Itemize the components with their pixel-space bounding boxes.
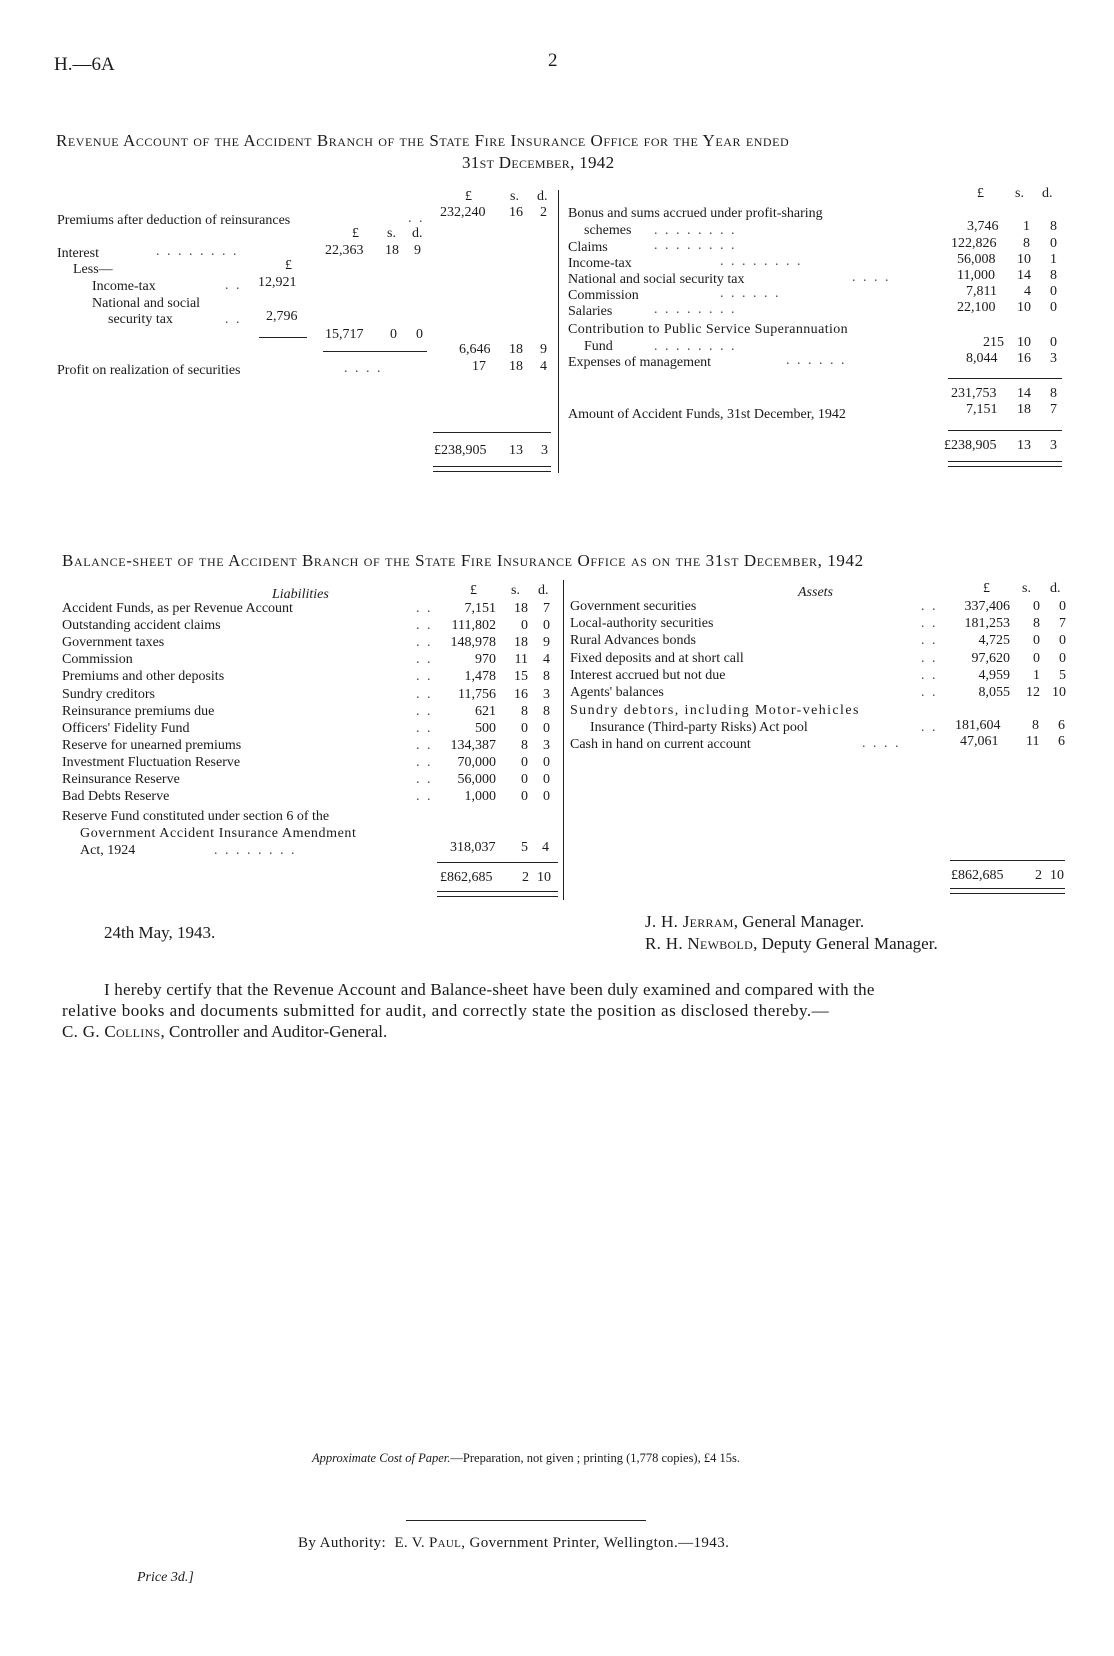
liability-row-pence: 0 — [543, 789, 550, 805]
less-total-pence: 0 — [416, 327, 423, 342]
sundry-label-2: Insurance (Third-party Risks) Act pool — [590, 720, 808, 735]
liability-row-pounds: 11,756 — [458, 686, 496, 702]
liability-row-pounds: 621 — [475, 703, 496, 719]
asset-row-label: Agents' balances — [570, 685, 664, 700]
income-tax-expense-shillings: 10 — [1017, 252, 1031, 267]
asset-row-dots: . . — [921, 599, 938, 614]
premiums-shillings: 16 — [509, 205, 523, 220]
income-tax-dots: . . — [225, 278, 242, 293]
liability-row-dots: . . — [416, 737, 433, 753]
contribution-label: Contribution to Public Service Superannuation — [568, 322, 849, 337]
liability-row-dots: . . — [416, 772, 433, 787]
commission-expense-dots: . . . . . . — [720, 286, 781, 301]
contribution-label-2: Fund — [584, 339, 613, 354]
liability-row-pounds: 56,000 — [457, 772, 496, 787]
currency-head-pound: £ — [465, 189, 472, 204]
liabilities-head: Liabilities — [272, 587, 329, 602]
asset-row-shillings: 0 — [1033, 599, 1040, 614]
liability-row-dots: . . — [416, 635, 433, 651]
liability-row-label: Reinsurance premiums due — [62, 703, 215, 719]
liability-row-label: Investment Fluctuation Reserve — [62, 754, 241, 770]
nat-social-expense-label: National and social security tax — [568, 272, 745, 287]
salaries-dots: . . . . . . . . — [654, 302, 737, 317]
asset-row-pence: 0 — [1059, 650, 1066, 666]
sub-head-pound: £ — [352, 226, 359, 241]
assets-head-pound: £ — [983, 581, 990, 596]
certification-line-2: relative books and documents submitted for audit, and correctly state the position as disclosed thereby.— — [62, 1001, 830, 1020]
income-tax-value: 12,921 — [258, 275, 297, 290]
premiums-pence: 2 — [540, 205, 547, 220]
net-interest-pounds: 6,646 — [459, 342, 491, 357]
asset-row-label: Interest accrued but not due — [570, 667, 726, 683]
cost-text: —Preparation, not given ; printing (1,778 copies), £4 15s. — [450, 1451, 740, 1465]
liability-row-pence: 3 — [543, 737, 550, 753]
liabilities-head-shilling: s. — [511, 583, 520, 598]
bonus-pence: 8 — [1050, 219, 1057, 234]
asset-row-pounds: 97,620 — [971, 650, 1010, 666]
interest-pence: 9 — [414, 243, 421, 258]
premiums-dots: . . — [408, 211, 425, 226]
income-tax-label: Income-tax — [92, 279, 156, 294]
authority-line — [298, 1535, 729, 1552]
balance-title: Balance-sheet of the Accident Branch of the State Fire Insurance Office as on the 31st December, 1942 — [62, 551, 864, 570]
asset-row — [0, 651, 1114, 667]
expenses-pounds: 8,044 — [966, 351, 998, 366]
signature-1-name: J. H. Jerram — [645, 912, 734, 931]
liabilities-total-pounds: £862,685 — [440, 870, 493, 885]
cost-note — [312, 1451, 740, 1466]
income-tax-expense-dots: . . . . . . . . — [720, 254, 803, 269]
net-interest-pence: 9 — [540, 342, 547, 357]
asset-row-pounds: 4,725 — [978, 633, 1010, 649]
interest-dots: . . . . . . . . — [156, 244, 239, 259]
auditor-role: , Controller and Auditor-General. — [160, 1022, 388, 1041]
authority-rule — [406, 1520, 646, 1521]
asset-row-pounds: 4,959 — [978, 667, 1010, 683]
claims-shillings: 8 — [1023, 236, 1030, 251]
liability-row-pence: 0 — [543, 772, 550, 787]
liability-row-shillings: 18 — [514, 635, 528, 651]
liability-row-pounds: 111,802 — [451, 618, 496, 634]
asset-row — [0, 599, 1114, 615]
expenses-label: Expenses of management — [568, 355, 712, 370]
asset-row-shillings: 12 — [1026, 685, 1040, 700]
liability-row-shillings: 11 — [514, 652, 528, 668]
auditor-name: C. G. Collins — [62, 1022, 161, 1041]
signature-1 — [645, 912, 864, 932]
printer-name: E. V. Paul — [394, 1535, 462, 1551]
liability-row-shillings: 15 — [514, 669, 528, 685]
liability-row-pence: 0 — [543, 720, 550, 736]
reserve-fund-label-3: Act, 1924 — [80, 843, 136, 858]
liability-row-shillings: 16 — [514, 686, 528, 702]
page-reference: H.—6A — [54, 54, 115, 75]
liability-row-dots: . . — [416, 601, 433, 616]
sub-head-pence: d. — [412, 226, 423, 241]
right-head-pence: d. — [1042, 186, 1053, 201]
sundry-pounds: 181,604 — [955, 718, 1001, 733]
liability-row-pounds: 970 — [475, 652, 496, 668]
claims-dots: . . . . . . . . — [654, 238, 737, 253]
cash-shillings: 11 — [1026, 734, 1040, 749]
right-total-pence: 3 — [1050, 438, 1057, 453]
liability-row-label: Government taxes — [62, 635, 165, 651]
cash-pounds: 47,061 — [960, 734, 999, 749]
bonus-label: Bonus and sums accrued under profit-sharing — [568, 206, 823, 221]
liability-row-pence: 4 — [543, 652, 550, 668]
liability-row-label: Outstanding accident claims — [62, 618, 221, 634]
profit-pounds: 17 — [472, 359, 486, 374]
liability-row-pence: 0 — [543, 754, 550, 770]
printer-rest: , Government Printer, Wellington.—1943. — [461, 1535, 730, 1551]
signature-1-role: , General Manager. — [733, 912, 865, 931]
assets-head-shilling: s. — [1022, 581, 1031, 596]
asset-row — [0, 616, 1114, 632]
asset-row-shillings: 0 — [1033, 633, 1040, 649]
cash-dots: . . . . — [862, 736, 901, 751]
assets-total-double-rule — [950, 888, 1065, 894]
funds-pence: 7 — [1050, 402, 1057, 417]
asset-row-label: Rural Advances bonds — [570, 633, 696, 649]
liability-row-label: Officers' Fidelity Fund — [62, 720, 190, 736]
nat-social-expense-dots: . . . . — [852, 270, 891, 285]
liabilities-total-shillings: 2 — [522, 870, 529, 885]
asset-row-label: Government securities — [570, 599, 697, 614]
asset-row-pence: 7 — [1059, 616, 1066, 632]
nat-social-expense-shillings: 14 — [1017, 268, 1031, 283]
funds-shillings: 18 — [1017, 402, 1031, 417]
reserve-fund-shillings: 5 — [521, 840, 528, 855]
asset-row-pence: 0 — [1059, 633, 1066, 649]
nat-social-value: 2,796 — [266, 309, 298, 324]
liability-row-pence: 8 — [543, 703, 550, 719]
premiums-pounds: 232,240 — [440, 205, 486, 220]
liability-row-shillings: 0 — [521, 618, 528, 634]
interest-shillings: 18 — [385, 243, 399, 258]
assets-head: Assets — [798, 585, 833, 600]
less-total-pounds: 15,717 — [325, 327, 364, 342]
asset-row-label: Fixed deposits and at short call — [570, 650, 744, 666]
asset-row-pounds: 337,406 — [964, 599, 1010, 614]
asset-row-pence: 10 — [1052, 685, 1066, 700]
liability-row-shillings: 0 — [521, 754, 528, 770]
contribution-shillings: 10 — [1017, 335, 1031, 350]
authority-prefix: By Authority: — [298, 1535, 387, 1551]
asset-row-pounds: 8,055 — [978, 685, 1010, 700]
asset-row-pence: 0 — [1059, 599, 1066, 614]
signoff-date: 24th May, 1943. — [104, 923, 216, 942]
liability-row-shillings: 0 — [521, 789, 528, 805]
assets-head-pence: d. — [1050, 581, 1061, 596]
less-label: Less— — [73, 262, 113, 277]
sub-head-shilling: s. — [387, 226, 396, 241]
contribution-pounds: 215 — [983, 335, 1004, 350]
asset-row-shillings: 8 — [1033, 616, 1040, 632]
liability-row-shillings: 18 — [514, 601, 528, 616]
assets-total-pounds: £862,685 — [951, 868, 1004, 883]
asset-row — [0, 668, 1114, 684]
liability-row-pence: 3 — [543, 686, 550, 702]
currency-head-pence: d. — [537, 189, 548, 204]
liabilities-head-pound: £ — [470, 583, 477, 598]
claims-label: Claims — [568, 240, 608, 255]
claims-pence: 0 — [1050, 236, 1057, 251]
nat-social-label-2: security tax — [108, 312, 173, 327]
claims-pounds: 122,826 — [951, 236, 997, 251]
revenue-left-total-pence: 3 — [541, 443, 548, 458]
sundry-label-1: Sundry debtors, including Motor-vehicles — [570, 703, 860, 718]
cash-pence: 6 — [1058, 734, 1065, 749]
income-tax-expense-pence: 1 — [1050, 252, 1057, 267]
liability-row-dots: . . — [416, 703, 433, 719]
salaries-pounds: 22,100 — [957, 300, 996, 315]
liability-row-label: Commission — [62, 652, 133, 668]
assets-total-pence: 10 — [1050, 868, 1064, 883]
liability-row-pence: 0 — [543, 618, 550, 634]
liability-row-shillings: 0 — [521, 720, 528, 736]
asset-row-dots: . . — [921, 633, 938, 649]
bonus-dots: . . . . . . . . — [654, 223, 737, 238]
certification-signature — [62, 1022, 387, 1042]
asset-row-label: Local-authority securities — [570, 616, 714, 632]
liability-row-pounds: 7,151 — [464, 601, 496, 616]
right-head-pound: £ — [977, 186, 984, 201]
liability-row-dots: . . — [416, 720, 433, 736]
nat-social-label-1: National and social — [92, 296, 201, 311]
page-number: 2 — [548, 50, 558, 71]
liability-row-dots: . . — [416, 618, 433, 634]
liability-row-label: Reserve for unearned premiums — [62, 737, 242, 753]
liabilities-total-pence: 10 — [537, 870, 551, 885]
asset-row — [0, 633, 1114, 649]
asset-row — [0, 685, 1114, 701]
less-pound-head: £ — [285, 258, 292, 273]
profit-dots: . . . . — [344, 361, 383, 376]
asset-row-dots: . . — [921, 667, 938, 683]
bonus-shillings: 1 — [1023, 219, 1030, 234]
liability-row-label: Reinsurance Reserve — [62, 772, 180, 787]
interest-pounds: 22,363 — [325, 243, 364, 258]
liability-row-pounds: 500 — [475, 720, 496, 736]
sundry-shillings: 8 — [1032, 718, 1039, 733]
liability-row-dots: . . — [416, 789, 433, 805]
revenue-title-line2: 31st December, 1942 — [462, 153, 615, 172]
liability-row-label: Premiums and other deposits — [62, 669, 225, 685]
liability-row-dots: . . — [416, 686, 433, 702]
liability-row-shillings: 8 — [521, 703, 528, 719]
asset-row-pence: 5 — [1059, 667, 1066, 683]
profit-label: Profit on realization of securities — [57, 363, 241, 378]
revenue-left-total-shillings: 13 — [509, 443, 523, 458]
income-tax-expense-pounds: 56,008 — [957, 252, 996, 267]
salaries-shillings: 10 — [1017, 300, 1031, 315]
asset-row-shillings: 1 — [1033, 667, 1040, 683]
less-total-shillings: 0 — [390, 327, 397, 342]
salaries-label: Salaries — [568, 304, 613, 319]
liability-row-pence: 8 — [543, 669, 550, 685]
net-interest-shillings: 18 — [509, 342, 523, 357]
asset-row-shillings: 0 — [1033, 650, 1040, 666]
price-note: Price 3d.] — [137, 1570, 194, 1585]
funds-pounds: 7,151 — [966, 402, 998, 417]
sundry-pence: 6 — [1058, 718, 1065, 733]
reserve-fund-label-1: Reserve Fund constituted under section 6 of the — [62, 809, 330, 824]
contribution-pence: 0 — [1050, 335, 1057, 350]
asset-row-pounds: 181,253 — [964, 616, 1010, 632]
right-total-shillings: 13 — [1017, 438, 1031, 453]
revenue-title-line1: Revenue Account of the Accident Branch of the State Fire Insurance Office for the Year ended — [56, 131, 790, 150]
liability-row-dots: . . — [416, 669, 433, 685]
liability-row-dots: . . — [416, 754, 433, 770]
reserve-fund-pounds: 318,037 — [450, 840, 496, 855]
commission-expense-pence: 0 — [1050, 284, 1057, 299]
bonus-pounds: 3,746 — [967, 219, 999, 234]
asset-row-dots: . . — [921, 650, 938, 666]
income-tax-expense-label: Income-tax — [568, 256, 632, 271]
cash-label: Cash in hand on current account — [570, 737, 751, 752]
assets-total-shillings: 2 — [1035, 868, 1042, 883]
expenses-pence: 3 — [1050, 351, 1057, 366]
liability-row-pounds: 134,387 — [450, 737, 496, 753]
liability-row-label: Bad Debts Reserve — [62, 789, 170, 805]
right-subtotal-pence: 8 — [1050, 386, 1057, 401]
reserve-fund-pence: 4 — [542, 840, 549, 855]
liability-row-label: Sundry creditors — [62, 686, 155, 702]
contribution-dots: . . . . . . . . — [654, 339, 737, 354]
asset-row-dots: . . — [921, 616, 938, 632]
liability-row-pounds: 1,478 — [464, 669, 496, 685]
liability-row-label: Accident Funds, as per Revenue Account — [62, 601, 293, 616]
commission-expense-shillings: 4 — [1024, 284, 1031, 299]
revenue-left-total-pounds: £238,905 — [434, 443, 487, 458]
salaries-pence: 0 — [1050, 300, 1057, 315]
nat-social-expense-pounds: 11,000 — [957, 268, 995, 283]
interest-label: Interest — [57, 246, 99, 261]
right-subtotal-pounds: 231,753 — [951, 386, 997, 401]
liability-row-pounds: 1,000 — [464, 789, 496, 805]
commission-expense-pounds: 7,811 — [966, 284, 997, 299]
reserve-fund-dots: . . . . . . . . — [214, 843, 297, 858]
expenses-dots: . . . . . . — [786, 353, 847, 368]
signature-2-role: , Deputy General Manager. — [753, 934, 938, 953]
liability-row-pounds: 70,000 — [457, 754, 496, 770]
signature-2 — [645, 934, 938, 954]
asset-row-dots: . . — [921, 685, 938, 700]
nat-social-expense-pence: 8 — [1050, 268, 1057, 283]
liability-row-pence: 9 — [543, 635, 550, 651]
reserve-fund-label-2: Government Accident Insurance Amendment — [80, 826, 357, 841]
cost-label: Approximate Cost of Paper. — [312, 1451, 451, 1465]
bonus-label-2: schemes — [584, 223, 632, 238]
liability-row-pounds: 148,978 — [450, 635, 496, 651]
profit-pence: 4 — [540, 359, 547, 374]
liability-row-pence: 7 — [543, 601, 550, 616]
signature-2-name: R. H. Newbold — [645, 934, 754, 953]
liabilities-head-pence: d. — [538, 583, 549, 598]
liability-row-shillings: 8 — [521, 737, 528, 753]
funds-label: Amount of Accident Funds, 31st December, 1942 — [568, 407, 846, 422]
right-total-pounds: £238,905 — [944, 438, 997, 453]
right-subtotal-shillings: 14 — [1017, 386, 1031, 401]
liability-row-dots: . . — [416, 652, 433, 668]
assets-total-rule — [950, 860, 1065, 861]
commission-expense-label: Commission — [568, 288, 639, 303]
expenses-shillings: 16 — [1017, 351, 1031, 366]
nat-social-dots: . . — [225, 312, 242, 327]
profit-shillings: 18 — [509, 359, 523, 374]
premiums-label: Premiums after deduction of reinsurances — [57, 213, 291, 228]
right-head-shilling: s. — [1015, 186, 1024, 201]
liability-row-shillings: 0 — [521, 772, 528, 787]
sundry-dots: . . — [921, 720, 938, 735]
currency-head-shilling: s. — [510, 189, 519, 204]
certification-line-1: I hereby certify that the Revenue Account and Balance-sheet have been duly examined and compared with the — [104, 980, 875, 999]
